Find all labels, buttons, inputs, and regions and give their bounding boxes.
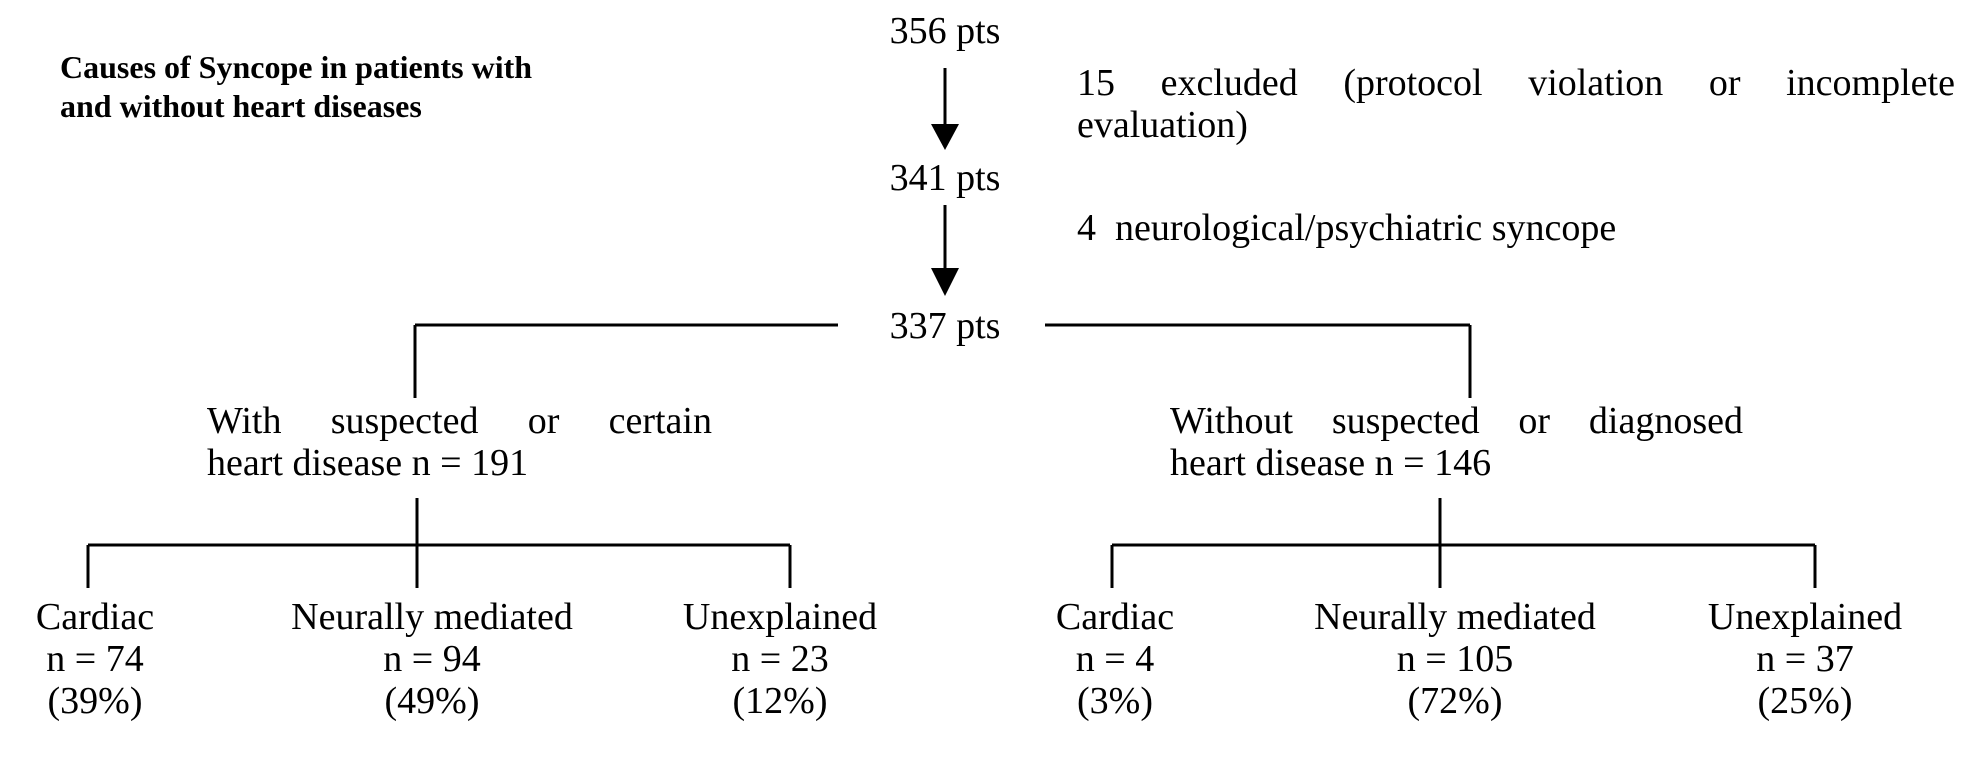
outcome-label: Unexplained: [682, 596, 878, 638]
outcome-label: Cardiac: [35, 596, 155, 638]
outcome-left-unexplained: [660, 596, 900, 722]
title-line-1: Causes of Syncope in patients with: [60, 49, 533, 85]
group-heading-word: certain: [608, 400, 712, 442]
step-356-pts: 356 pts: [889, 10, 1001, 52]
arrowhead-1: [931, 124, 959, 150]
outcome-count: n = 37: [1756, 638, 1854, 680]
outcome-left-neurally-mediated: [267, 596, 597, 722]
exclusion-word: or: [1708, 62, 1741, 104]
outcome-percent: (49%): [384, 680, 480, 722]
group-heading-word: or: [1518, 400, 1551, 442]
title-line-2: and without heart diseases: [60, 88, 422, 124]
group-heading-line-1: [1170, 400, 1743, 442]
group-with-heart-disease: [207, 400, 712, 484]
diagram-title: [60, 48, 532, 126]
group-heading-line-2: heart disease n = 146: [1170, 442, 1492, 484]
outcome-percent: (3%): [1077, 680, 1153, 722]
exclusion-word: 15: [1077, 62, 1115, 104]
group-heading-word: suspected: [1331, 400, 1480, 442]
exclusion-note-1-line-1: [1077, 62, 1955, 104]
step-341-pts: 341 pts: [889, 157, 1001, 199]
outcome-count: n = 23: [731, 638, 829, 680]
outcome-percent: (72%): [1407, 680, 1503, 722]
outcome-label: Neurally mediated: [1314, 596, 1596, 638]
group-heading-word: Without: [1170, 400, 1294, 442]
outcome-count: n = 105: [1396, 638, 1514, 680]
outcome-count: n = 94: [383, 638, 481, 680]
outcome-label: Unexplained: [1707, 596, 1903, 638]
exclusion-word: incomplete: [1786, 62, 1955, 104]
group-heading-line-2: heart disease n = 191: [207, 442, 529, 484]
group-heading-word: With: [207, 400, 282, 442]
group-heading-word: suspected: [330, 400, 479, 442]
outcome-percent: (25%): [1757, 680, 1853, 722]
outcome-label: Neurally mediated: [291, 596, 573, 638]
group-heading-line-1: [207, 400, 712, 442]
group-heading-word: or: [527, 400, 560, 442]
outcome-right-cardiac: [1020, 596, 1210, 722]
outcome-percent: (12%): [732, 680, 828, 722]
exclusion-note-2: 4 neurological/psychiatric syncope: [1077, 207, 1617, 249]
exclusion-word: (protocol: [1343, 62, 1483, 104]
outcome-right-neurally-mediated: [1290, 596, 1620, 722]
exclusion-word: excluded: [1160, 62, 1298, 104]
group-heading-word: diagnosed: [1588, 400, 1743, 442]
exclusion-note-1: [1077, 62, 1955, 146]
outcome-left-cardiac: [0, 596, 190, 722]
outcome-label: Cardiac: [1055, 596, 1175, 638]
outcome-percent: (39%): [47, 680, 143, 722]
step-337-pts: 337 pts: [889, 305, 1001, 347]
arrowhead-2: [931, 268, 959, 296]
exclusion-word: violation: [1528, 62, 1664, 104]
outcome-count: n = 74: [46, 638, 144, 680]
outcome-count: n = 4: [1075, 638, 1155, 680]
outcome-right-unexplained: [1680, 596, 1930, 722]
exclusion-note-1-line-2: evaluation): [1077, 104, 1248, 146]
group-without-heart-disease: [1170, 400, 1743, 484]
